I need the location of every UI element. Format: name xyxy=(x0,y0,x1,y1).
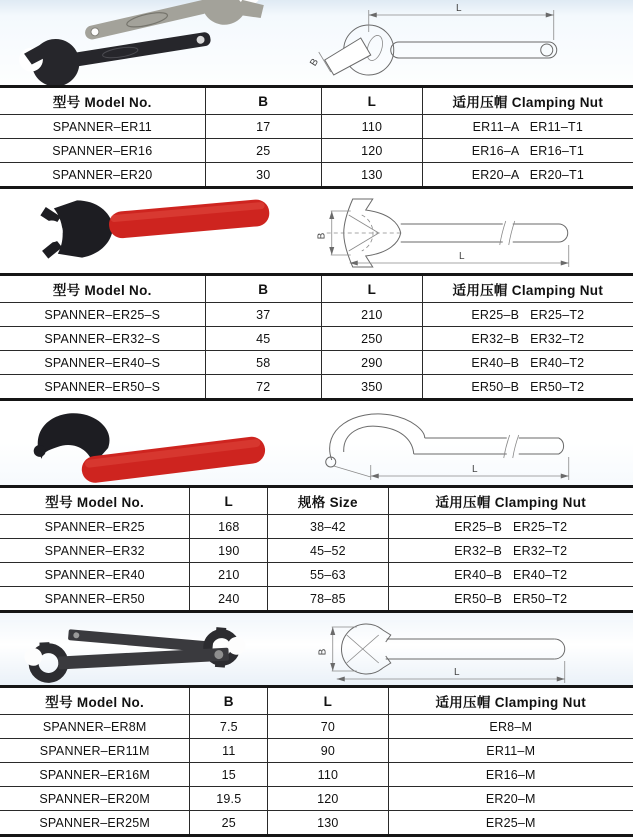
table-cell: ER32–B ER32–T2 xyxy=(422,327,633,351)
table-cell: SPANNER–ER16 xyxy=(0,139,205,163)
spec-table-open-end xyxy=(0,85,633,189)
table-cell: ER25–B ER25–T2 xyxy=(422,303,633,327)
table-cell: 350 xyxy=(322,375,423,400)
table-cell: SPANNER–ER11 xyxy=(0,115,205,139)
table-row xyxy=(0,303,633,327)
column-header: 型号 Model No. xyxy=(0,487,190,515)
table-cell: 37 xyxy=(205,303,321,327)
column-header: 适用压帽 Clamping Nut xyxy=(422,87,633,115)
table-cell: SPANNER–ER50–S xyxy=(0,375,205,400)
hook-spanner-photo xyxy=(0,405,298,485)
table-cell: 290 xyxy=(322,351,423,375)
table-cell: 210 xyxy=(190,563,268,587)
table-cell: SPANNER–ER50 xyxy=(0,587,190,612)
table-cell: ER32–B ER32–T2 xyxy=(388,539,633,563)
media-row xyxy=(0,0,633,85)
dim-label-L: L xyxy=(453,667,460,678)
table-cell: SPANNER–ER32 xyxy=(0,539,190,563)
header-row xyxy=(0,275,633,303)
table-row xyxy=(0,715,633,739)
table-cell: ER11–M xyxy=(388,739,633,763)
dim-label-L: L xyxy=(458,251,465,262)
table-cell: 70 xyxy=(268,715,388,739)
wrench-diagram-icon xyxy=(298,193,633,273)
table-cell: SPANNER–ER40 xyxy=(0,563,190,587)
column-header: B xyxy=(205,275,321,303)
dim-label-L: L xyxy=(471,464,478,475)
table-row xyxy=(0,139,633,163)
table-cell: 45–52 xyxy=(268,539,388,563)
column-header: 规格 Size xyxy=(268,487,388,515)
table-row xyxy=(0,351,633,375)
open-end-wrench-diagram xyxy=(298,0,633,85)
media-row xyxy=(0,617,633,685)
table-cell: 25 xyxy=(205,139,321,163)
table-cell: 30 xyxy=(205,163,321,188)
table-cell: 15 xyxy=(190,763,268,787)
table-row xyxy=(0,587,633,612)
table-row xyxy=(0,115,633,139)
column-header: 适用压帽 Clamping Nut xyxy=(422,275,633,303)
table-cell: ER11–A ER11–T1 xyxy=(422,115,633,139)
header-row xyxy=(0,687,633,715)
wrench-photo-icon xyxy=(0,617,298,685)
dim-label-B: B xyxy=(307,56,321,69)
table-cell: SPANNER–ER40–S xyxy=(0,351,205,375)
dim-label-L: L xyxy=(455,3,462,14)
table-cell: SPANNER–ER20 xyxy=(0,163,205,188)
table-cell: SPANNER–ER20M xyxy=(0,787,190,811)
table-cell: ER50–B ER50–T2 xyxy=(454,591,568,606)
table-cell: 7.5 xyxy=(190,715,268,739)
table-cell: ER40–B ER40–T2 xyxy=(388,563,633,587)
section-mini-er-spanner xyxy=(0,617,633,837)
column-header: L xyxy=(190,487,268,515)
wrench-photo-icon xyxy=(0,193,298,273)
table-cell: ER25–M xyxy=(485,815,536,830)
table-cell: 190 xyxy=(190,539,268,563)
table-cell: 19.5 xyxy=(190,787,268,811)
table-row xyxy=(0,787,633,811)
table-row xyxy=(0,327,633,351)
table-cell: 17 xyxy=(205,115,321,139)
dim-label-B: B xyxy=(316,232,328,240)
table-cell: SPANNER–ER11M xyxy=(0,739,190,763)
section-hook-spanner xyxy=(0,405,633,613)
table-cell: 250 xyxy=(322,327,423,351)
column-header: L xyxy=(322,87,423,115)
table-row xyxy=(0,163,633,188)
column-header: B xyxy=(205,87,321,115)
table-row xyxy=(0,739,633,763)
wrench-photo-icon xyxy=(0,0,298,85)
table-row xyxy=(0,375,633,400)
table-cell: ER50–B ER50–T2 xyxy=(471,379,585,394)
table-cell: 120 xyxy=(268,787,388,811)
table-row xyxy=(0,763,633,787)
table-cell: 168 xyxy=(190,515,268,539)
header-row xyxy=(0,87,633,115)
table-cell: 130 xyxy=(322,163,423,188)
er-spanner-photo xyxy=(0,193,298,273)
table-cell: 210 xyxy=(322,303,423,327)
wrench-diagram-icon xyxy=(298,0,633,85)
er-spanner-diagram xyxy=(298,193,633,273)
column-header: 型号 Model No. xyxy=(0,687,190,715)
table-row xyxy=(0,563,633,587)
table-cell: 110 xyxy=(268,763,388,787)
wrench-diagram-icon xyxy=(298,617,633,685)
column-header: B xyxy=(190,687,268,715)
column-header: 适用压帽 Clamping Nut xyxy=(388,687,633,715)
table-cell: ER40–B ER40–T2 xyxy=(422,351,633,375)
header-row xyxy=(0,487,633,515)
open-end-wrench-photo xyxy=(0,0,298,85)
column-header: L xyxy=(322,275,423,303)
spec-table-er-nut xyxy=(0,273,633,401)
table-row xyxy=(0,539,633,563)
table-cell: 58 xyxy=(205,351,321,375)
column-header: 适用压帽 Clamping Nut xyxy=(388,487,633,515)
table-cell: ER16–A ER16–T1 xyxy=(422,139,633,163)
table-cell: 78–85 xyxy=(268,587,388,612)
table-cell: ER8–M xyxy=(388,715,633,739)
table-cell: SPANNER–ER16M xyxy=(0,763,190,787)
table-cell: 130 xyxy=(268,811,388,836)
table-cell: SPANNER–ER25M xyxy=(0,811,190,836)
table-cell: 72 xyxy=(205,375,321,400)
table-row xyxy=(0,811,633,836)
column-header: 型号 Model No. xyxy=(0,275,205,303)
table-cell: ER25–B ER25–T2 xyxy=(388,515,633,539)
wrench-photo-icon xyxy=(0,405,298,485)
media-row xyxy=(0,193,633,273)
table-cell: 240 xyxy=(190,587,268,612)
table-cell: SPANNER–ER8M xyxy=(0,715,190,739)
table-cell: SPANNER–ER25–S xyxy=(0,303,205,327)
table-cell: 110 xyxy=(322,115,423,139)
mini-wrench-diagram xyxy=(298,617,633,685)
hook-spanner-diagram xyxy=(298,405,633,485)
table-cell: 120 xyxy=(322,139,423,163)
section-er-nut-spanner xyxy=(0,193,633,401)
table-cell: 11 xyxy=(190,739,268,763)
table-cell: SPANNER–ER25 xyxy=(0,515,190,539)
table-cell: ER16–M xyxy=(388,763,633,787)
dim-label-B: B xyxy=(317,648,329,656)
media-row xyxy=(0,405,633,485)
table-cell: ER20–A ER20–T1 xyxy=(471,167,584,182)
mini-wrench-photo xyxy=(0,617,298,685)
section-open-end-spanner xyxy=(0,0,633,189)
table-cell: 38–42 xyxy=(268,515,388,539)
table-cell: 45 xyxy=(205,327,321,351)
table-cell: 25 xyxy=(190,811,268,836)
spec-table-mini xyxy=(0,685,633,837)
spec-table-hook xyxy=(0,485,633,613)
column-header: L xyxy=(268,687,388,715)
table-cell: 55–63 xyxy=(268,563,388,587)
wrench-diagram-icon xyxy=(298,405,633,485)
table-cell: ER20–M xyxy=(388,787,633,811)
table-cell: SPANNER–ER32–S xyxy=(0,327,205,351)
column-header: 型号 Model No. xyxy=(0,87,205,115)
table-row xyxy=(0,515,633,539)
table-cell: 90 xyxy=(268,739,388,763)
